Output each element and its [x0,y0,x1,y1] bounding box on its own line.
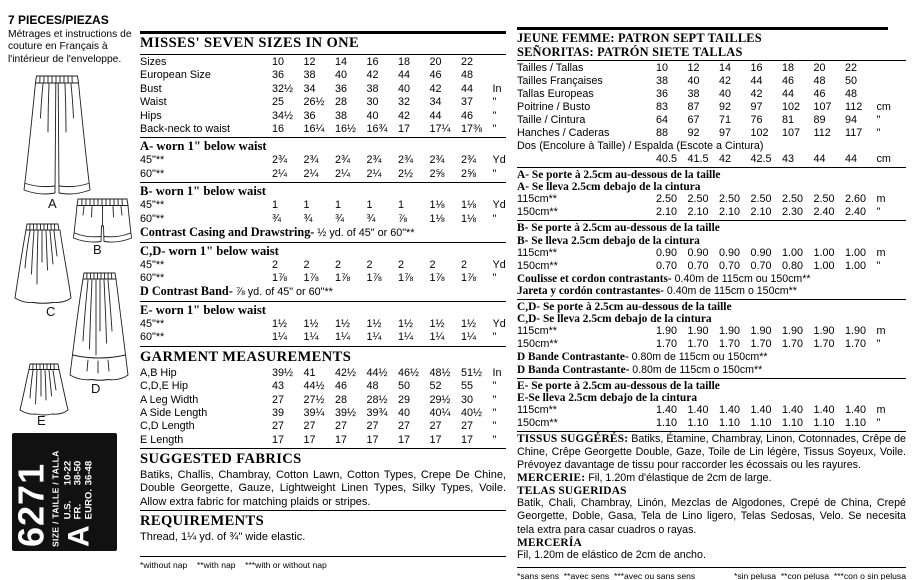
divider [140,346,506,347]
note-text: ½ yd. of 45" or 60"** [314,227,415,240]
back-waist-label: Dos (Encolure à Taille) / Espalda (Escote a Cintura) [517,140,764,152]
section-heading-a: A- worn 1" below waist [140,139,267,154]
table-row: 115cm** 0.90 0.90 0.90 0.90 1.00 1.00 1.00 m [517,246,886,259]
jareta-note [517,285,906,298]
note-label: Contrast Casing and Drawstring- [140,225,315,240]
divider [517,60,906,61]
pants-a-illustration [21,74,93,196]
table-row: 150cm** 1.10 1.10 1.10 1.10 1.10 1.10 1.10 " [517,417,881,429]
french-spanish-panel [517,27,906,580]
table-row: Poitrine / Busto 83 87 92 97 102 107 112 cm [517,101,891,113]
yardage-table-cd [140,259,506,286]
fr-range: 38-50 [72,460,84,486]
note-text: ⅞ yd. of 45" or 60"** [232,286,333,299]
mercerie-label: MERCERIE: [517,472,586,485]
divider [517,299,906,300]
table-row: 40.5 41.5 42 42.5 43 44 44 cm [656,153,891,165]
us-label: U.S. [62,500,73,520]
divider [140,510,506,511]
section-heading-cd: C,D- worn 1" below waist [140,243,279,258]
note-text: 0.40m de 115cm o 150cm** [663,285,797,298]
note-label: Jareta y cordón contrastantes- [517,285,664,298]
euro-range: 36-48 [82,460,94,486]
body-measurement-table-metric [517,62,906,140]
nap-footnote-fr: *sans sens **avec sens ***avec ou sans sens [517,570,696,580]
section-heading-a-fr: A- Se porte à 2.5cm au-dessous de la taille [517,169,721,181]
yardage-table-b [140,199,506,226]
section-heading-a-es: A- Se lleva 2.5cm debajo de la cintura [517,181,701,194]
table-row: Tailles Françaises 38 40 42 44 46 48 50 [517,75,858,87]
section-heading-e-es: E-Se lleva 2.5cm debajo de la cintura [517,391,698,404]
section-heading-b-es: B- Se lleva 2.5cm debajo de la cintura [517,234,700,247]
table-row: European Size 36 38 40 42 44 46 48 [140,69,474,82]
table-row: 115cm** 1.90 1.90 1.90 1.90 1.90 1.90 1.90 m [517,325,886,338]
divider [140,182,506,183]
spanish-title: SEÑORITAS: PATRÓN SIETE TALLAS [517,44,743,59]
metric-yardage-table-cd [517,325,906,351]
shorts-b-illustration [72,197,134,245]
metric-yardage-table-e [517,404,906,430]
suggested-fabrics-title: SUGGESTED FABRICS [140,451,302,468]
size-badge [12,433,117,551]
view-label-e: E [37,413,46,428]
divider [517,220,906,221]
contrast-band-note [140,285,506,300]
note-label: D Banda Contrastante- [517,364,630,376]
note-text: 0.80m de 115cm ou 150cm** [628,351,768,364]
divider [140,448,506,449]
table-row: 45"** 1½ 1½ 1½ 1½ 1½ 1½ 1½ Yd [140,317,506,330]
section-heading-e-fr: E- Se porte à 2.5cm au-dessous de la taille [517,379,720,392]
view-label-d: D [91,381,101,396]
divider [517,167,906,168]
garment-measurements-table [140,367,506,447]
table-row: 115cm** 1.40 1.40 1.40 1.40 1.40 1.40 1.40 m [517,404,886,416]
skirt-c-illustration [13,222,73,308]
tissus-text: Batiks, Étamine, Chambray, Linon, Cotonnades, Crêpe de Chine, Crêpe Georgette Double, Gaze, Toile de Lin légère, Tissus Soyeux, Voile. Prévoyez davantage de tissu pour raccorder les écossais ou les rayures. [517,433,906,472]
size-ranges [63,461,94,520]
section-heading-cd-fr: C,D- Se porte à 2.5cm au-dessous de la taille [517,301,732,313]
table-row: E Length 17 17 17 17 17 17 17 " [140,433,497,446]
body-measurement-table [140,56,506,136]
section-heading-e: E- worn 1" below waist [140,302,266,317]
tissus-label: TISSUS SUGGÉRÉS: [517,433,629,445]
requirements-title: REQUIREMENTS [140,513,265,530]
euro-label: EURO. [82,488,94,520]
table-row: Tallas Europeas 36 38 40 42 44 46 48 [517,88,858,100]
divider [517,431,906,432]
bande-note [517,351,906,364]
nap-footnote: *without nap **with nap ***with or without nap [140,556,506,570]
garment-measurements-title: GARMENT MEASUREMENTS [140,348,352,365]
merceria-text: Fil, 1.20m de elástico de 2cm de ancho. [517,548,706,561]
table-row: 60"** 1⅞ 1⅞ 1⅞ 1⅞ 1⅞ 1⅞ 1⅞ " [140,271,497,284]
fr-label: FR. [72,503,84,520]
table-row: 150cm** 2.10 2.10 2.10 2.10 2.30 2.40 2.40 " [517,206,881,219]
table-row: 45"** 1 1 1 1 1 1⅛ 1⅛ Yd [140,199,506,212]
section-heading-b-fr: B- Se porte à 2.5cm au-dessous de la taille [517,222,720,235]
us-range: 10-22 [62,460,73,486]
suggested-fabrics-text: Batiks, Challis, Chambray, Cotton Lawn, Cotton Types, Crepe De Chine, Double Georgette, Gauze, Lightweight Linen Types, Silky Types, Voile. Allow extra fabric for matching plaids or stripes. [140,469,506,508]
table-row: 115cm** 2.50 2.50 2.50 2.50 2.50 2.50 2.60 m [517,193,886,206]
divider [140,242,506,243]
table-row: 45"** 2 2 2 2 2 2 2 Yd [140,258,506,271]
merceria-title: MERCERÍA [517,536,582,549]
divider [140,54,506,55]
skirt-e-illustration [18,362,70,418]
mercerie-line [517,472,906,485]
skirt-d-illustration [68,271,130,385]
coulisse-note [517,273,906,286]
note-label: D Bande Contrastante- [517,351,629,364]
view-label-b: B [93,242,102,257]
size-badge-content [12,433,117,551]
metric-yardage-table-b [517,247,906,273]
note-label: Coulisse et cordon contrastants- [517,272,672,285]
english-panel [140,31,506,570]
mercerie-text: Fil, 1.20m d'élastique de 2cm de large. [585,472,772,485]
table-row: 150cm** 1.70 1.70 1.70 1.70 1.70 1.70 1.70 " [517,338,881,351]
table-row: 60"** 1¼ 1¼ 1¼ 1¼ 1¼ 1¼ 1¼ " [140,331,497,344]
table-row: C,D,E Hip 43 44½ 46 48 50 52 55 " [140,380,497,393]
yardage-table-a [140,154,506,181]
view-label-c: C [46,304,56,319]
section-heading-b: B- worn 1" below waist [140,184,266,199]
table-row: Bust 32½ 34 36 38 40 42 44 In [140,82,502,95]
section-heading-cd-es: C,D- Se lleva 2.5cm debajo de la cintura [517,313,712,326]
table-row: Waist 25 26½ 28 30 32 34 37 " [140,96,497,109]
telas-title: TELAS SUGERIDAS [517,485,627,498]
pieces-subtitle: Métrages et instructions de couture en Français à l'intérieur de l'enveloppe. [8,29,132,65]
pattern-number: 6271 [10,462,51,547]
table-row: A Leg Width 27 27½ 28 28½ 29 29½ 30 " [140,393,497,406]
table-row: Taille / Cintura 64 67 71 76 81 89 94 " [517,114,881,126]
nap-footnote-es: *sin pelusa **con pelusa ***con o sin pelusa [734,570,906,580]
requirements-text: Thread, 1¼ yd. of ¾" wide elastic. [140,531,306,544]
metric-yardage-table-a [517,193,906,219]
table-row: A Side Length 39 39¼ 39½ 39¾ 40 40¼ 40½ " [140,406,497,419]
tissus-paragraph [517,433,906,472]
note-text: 0.80m de 115cm o 150cm** [629,364,763,376]
table-row: Hips 34½ 36 38 40 42 44 46 " [140,109,497,122]
note-label: D Contrast Band- [140,284,233,299]
table-row: 150cm** 0.70 0.70 0.70 0.70 0.80 1.00 1.00 " [517,259,881,272]
pieces-title: 7 PIECES/PIEZAS [8,13,109,27]
table-row: Sizes 10 12 14 16 18 20 22 [140,56,474,68]
back-waist-values [517,153,906,166]
table-row: 60"** ¾ ¾ ¾ ¾ ⅞ 1⅛ 1⅛ " [140,212,497,225]
table-row: Hanches / Caderas 88 92 97 102 107 112 117 " [517,127,881,139]
french-title: JEUNE FEMME: PATRON SEPT TAILLES [517,31,762,45]
table-row: A,B Hip 39½ 41 42½ 44½ 46½ 48½ 51½ In [140,366,502,379]
table-row: 60"** 2¼ 2¼ 2¼ 2¼ 2½ 2⅝ 2⅝ " [140,167,497,180]
divider [517,27,888,30]
table-row: Tailles / Tallas 10 12 14 16 18 20 22 [517,62,858,74]
nap-footnotes-metric [517,567,906,580]
table-row: C,D Length 27 27 27 27 27 27 27 " [140,420,497,433]
table-row: 45"** 2¾ 2¾ 2¾ 2¾ 2¾ 2¾ 2¾ Yd [140,154,506,167]
size-letter: A [61,525,95,547]
yardage-table-e [140,318,506,345]
contrast-casing-note [140,226,506,241]
english-title: MISSES' SEVEN SIZES IN ONE [140,35,360,51]
divider [140,137,506,138]
divider [140,301,506,302]
table-row: Back-neck to waist 16 16¼ 16½ 16¾ 17 17¼ 17⅜ " [140,123,497,136]
banda-note [517,364,906,377]
size-label: SIZE / TAILLE / TALLA [50,450,60,547]
left-panel [8,14,136,66]
note-text: 0.40m de 115cm ou 150cm** [671,272,811,285]
view-label-a: A [48,196,57,211]
divider [517,378,906,379]
telas-paragraph: Batik, Chali, Chambray, Linón, Mezclas de Algodones, Crepé de China, Crepé Georgette, Doble, Gasa, Tela de Lino ligero, Telas Sedosas, Velo. Se necesita tela extra para casar cuadros o rayas. [517,497,906,536]
